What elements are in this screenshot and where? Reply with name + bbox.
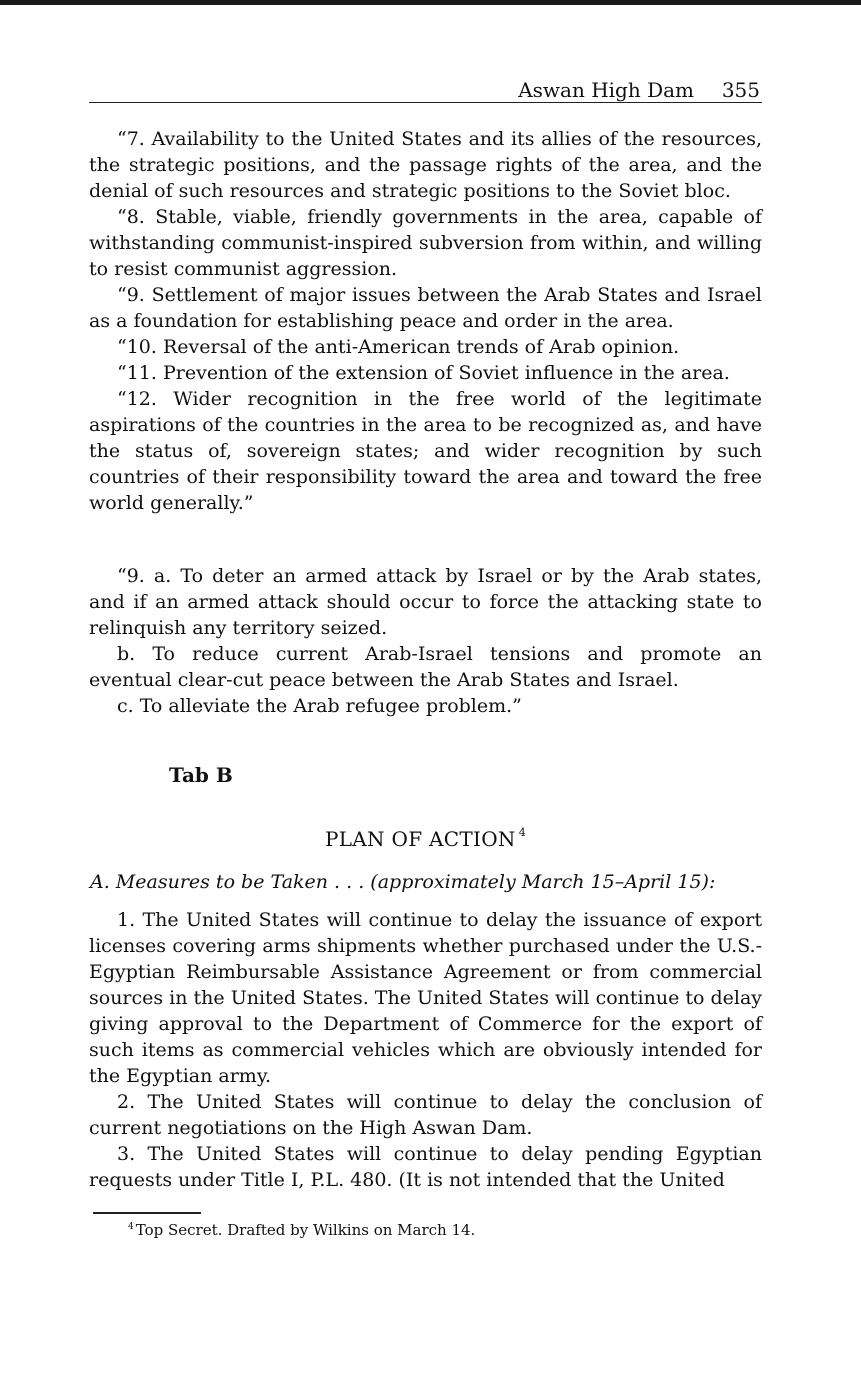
objective-10: “10. Reversal of the anti-American trends of Arab opinion.	[117, 336, 680, 358]
section-9c: c. To alleviate the Arab refugee problem.”	[117, 695, 522, 717]
objectives-list	[89, 126, 762, 516]
section-9-list	[89, 563, 762, 719]
objective-9: “9. Settlement of major issues between the Arab States and Israel as a foundation for establishing peace and order in the area.	[89, 284, 762, 332]
measure-2: 2. The United States will continue to delay the conclusion of current negotiations on the High Aswan Dam.	[89, 1091, 762, 1139]
page-number: 355	[721, 78, 760, 102]
scan-top-edge	[0, 0, 861, 5]
measures-list	[89, 907, 762, 1193]
footnote	[128, 1221, 475, 1239]
measures-heading: A. Measures to be Taken . . . (approximately March 15–April 15):	[90, 871, 716, 893]
objective-7: “7. Availability to the United States and its allies of the resources, the strategic positions, and the passage rights of the area, and the denial of such resources and strategic positions to the Soviet bloc.	[89, 128, 762, 202]
objective-11: “11. Prevention of the extension of Soviet influence in the area.	[117, 362, 730, 384]
objective-8: “8. Stable, viable, friendly governments in the area, capable of withstanding communist-inspired subversion from within, and willing to resist communist aggression.	[89, 206, 762, 280]
footnote-divider	[93, 1212, 201, 1214]
plan-title-text: PLAN OF ACTION	[324, 827, 516, 851]
section-9a: “9. a. To deter an armed attack by Israel or by the Arab states, and if an armed attack should occur to force the attacking state to relinquish any territory seized.	[89, 565, 762, 639]
running-header	[89, 78, 762, 103]
footnote-mark: 4	[128, 1222, 134, 1232]
plan-title	[89, 826, 762, 851]
objective-12: “12. Wider recognition in the free world of the legitimate aspirations of the countries in the area to be recognized as, and have the status of, sovereign states; and wider recognition by such countries of their responsibility toward the area and toward the free world generally.”	[89, 388, 762, 514]
section-9b: b. To reduce current Arab-Israel tensions and promote an eventual clear-cut peace between the Arab States and Israel.	[89, 643, 762, 691]
plan-footnote-ref: 4	[518, 826, 527, 839]
measure-1: 1. The United States will continue to delay the issuance of export licenses covering arms shipments whether purchased under the U.S.-Egyptian Reimbursable Assistance Agreement or from commercial sources in the United States. The United States will continue to delay giving approval to the Department of Commerce for the export of such items as commercial vehicles which are obviously intended for the Egyptian army.	[89, 909, 763, 1087]
footnote-text: Top Secret. Drafted by Wilkins on March 14.	[135, 1221, 476, 1239]
tab-heading: Tab B	[169, 763, 233, 787]
header-title: Aswan High Dam	[518, 78, 694, 102]
measure-3: 3. The United States will continue to delay pending Egyptian requests under Title I, P.L. 480. (It is not intended that the United	[89, 1143, 762, 1191]
